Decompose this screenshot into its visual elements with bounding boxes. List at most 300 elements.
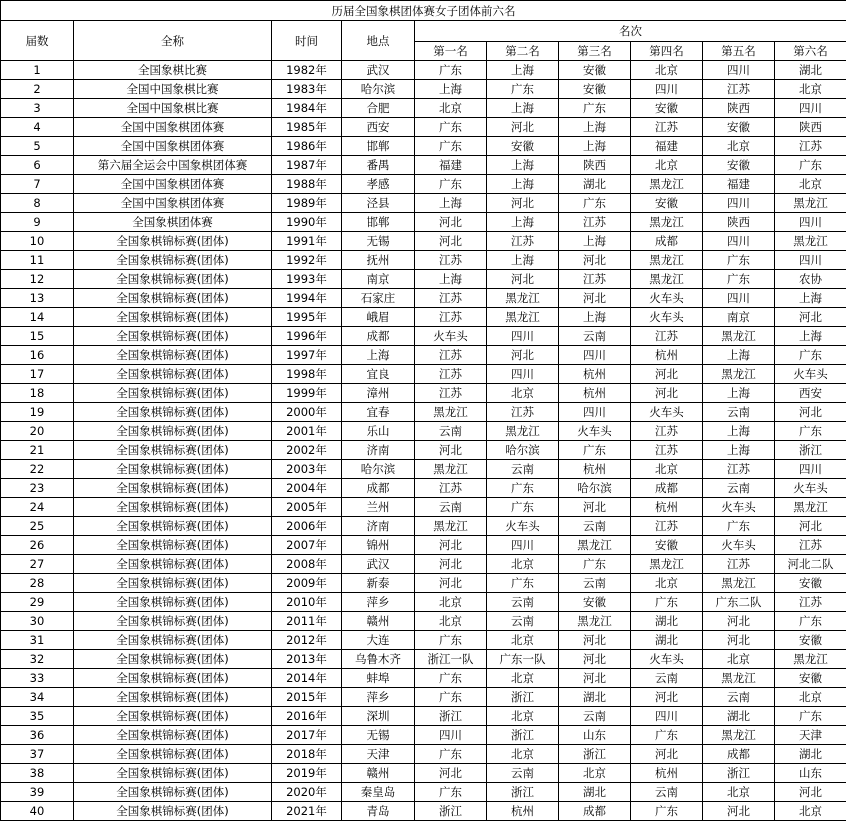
location-cell: 哈尔滨 bbox=[342, 460, 415, 479]
time-cell: 1988年 bbox=[272, 175, 342, 194]
place-6-cell: 河北 bbox=[775, 403, 846, 422]
time-cell: 1993年 bbox=[272, 270, 342, 289]
edition-cell: 9 bbox=[1, 213, 74, 232]
place-6-cell: 北京 bbox=[775, 802, 846, 821]
place-2-cell: 北京 bbox=[487, 555, 559, 574]
place-5-cell: 福建 bbox=[703, 175, 775, 194]
time-cell: 2009年 bbox=[272, 574, 342, 593]
time-cell: 2017年 bbox=[272, 726, 342, 745]
place-2-cell: 江苏 bbox=[487, 232, 559, 251]
time-cell: 2011年 bbox=[272, 612, 342, 631]
place-3-cell: 杭州 bbox=[559, 384, 631, 403]
full-name-cell: 全国象棋锦标赛(团体) bbox=[74, 707, 272, 726]
time-cell: 2016年 bbox=[272, 707, 342, 726]
location-cell: 赣州 bbox=[342, 612, 415, 631]
place-1-cell: 云南 bbox=[415, 498, 487, 517]
place-3-cell: 广东 bbox=[559, 99, 631, 118]
full-name-cell: 全国象棋锦标赛(团体) bbox=[74, 745, 272, 764]
place-6-cell: 江苏 bbox=[775, 593, 846, 612]
place-2-cell: 上海 bbox=[487, 156, 559, 175]
place-6-cell: 黑龙江 bbox=[775, 498, 846, 517]
place-5-cell: 安徽 bbox=[703, 156, 775, 175]
place-4-cell: 江苏 bbox=[631, 327, 703, 346]
edition-cell: 17 bbox=[1, 365, 74, 384]
place-5-cell: 云南 bbox=[703, 403, 775, 422]
place-2-cell: 云南 bbox=[487, 593, 559, 612]
place-5-cell: 广东 bbox=[703, 251, 775, 270]
table-row bbox=[1, 498, 846, 517]
time-cell: 1997年 bbox=[272, 346, 342, 365]
place-6-cell: 四川 bbox=[775, 99, 846, 118]
place-4-cell: 广东 bbox=[631, 726, 703, 745]
place-2-cell: 安徽 bbox=[487, 137, 559, 156]
full-name-cell: 全国中国象棋团体赛 bbox=[74, 118, 272, 137]
place-2-cell: 广东一队 bbox=[487, 650, 559, 669]
full-name-cell: 全国象棋锦标赛(团体) bbox=[74, 384, 272, 403]
place-1-cell: 四川 bbox=[415, 726, 487, 745]
full-name-cell: 全国象棋锦标赛(团体) bbox=[74, 308, 272, 327]
place-5-cell: 北京 bbox=[703, 783, 775, 802]
place-3-cell: 云南 bbox=[559, 517, 631, 536]
place-6-cell: 广东 bbox=[775, 156, 846, 175]
edition-cell: 16 bbox=[1, 346, 74, 365]
full-name-cell: 全国象棋锦标赛(团体) bbox=[74, 441, 272, 460]
full-name-cell: 全国中国象棋团体赛 bbox=[74, 137, 272, 156]
header-location: 地点 bbox=[342, 21, 415, 61]
place-2-cell: 北京 bbox=[487, 707, 559, 726]
location-cell: 成都 bbox=[342, 327, 415, 346]
table-row bbox=[1, 61, 846, 80]
table-row bbox=[1, 232, 846, 251]
place-6-cell: 河北 bbox=[775, 517, 846, 536]
place-6-cell: 四川 bbox=[775, 213, 846, 232]
table-row bbox=[1, 175, 846, 194]
table-row bbox=[1, 80, 846, 99]
table-row bbox=[1, 745, 846, 764]
place-4-cell: 黑龙江 bbox=[631, 213, 703, 232]
place-1-cell: 上海 bbox=[415, 270, 487, 289]
place-1-cell: 河北 bbox=[415, 441, 487, 460]
time-cell: 2002年 bbox=[272, 441, 342, 460]
location-cell: 武汉 bbox=[342, 61, 415, 80]
place-5-cell: 火车头 bbox=[703, 498, 775, 517]
place-5-cell: 四川 bbox=[703, 289, 775, 308]
place-6-cell: 安徽 bbox=[775, 669, 846, 688]
full-name-cell: 全国象棋锦标赛(团体) bbox=[74, 251, 272, 270]
time-cell: 1995年 bbox=[272, 308, 342, 327]
place-1-cell: 广东 bbox=[415, 783, 487, 802]
place-2-cell: 北京 bbox=[487, 631, 559, 650]
edition-cell: 4 bbox=[1, 118, 74, 137]
place-4-cell: 黑龙江 bbox=[631, 251, 703, 270]
place-6-cell: 湖北 bbox=[775, 745, 846, 764]
place-4-cell: 河北 bbox=[631, 688, 703, 707]
location-cell: 无锡 bbox=[342, 232, 415, 251]
place-6-cell: 北京 bbox=[775, 688, 846, 707]
place-3-cell: 湖北 bbox=[559, 783, 631, 802]
place-2-cell: 广东 bbox=[487, 80, 559, 99]
location-cell: 峨眉 bbox=[342, 308, 415, 327]
place-1-cell: 上海 bbox=[415, 194, 487, 213]
place-3-cell: 安徽 bbox=[559, 61, 631, 80]
table-row bbox=[1, 555, 846, 574]
place-6-cell: 河北二队 bbox=[775, 555, 846, 574]
edition-cell: 5 bbox=[1, 137, 74, 156]
time-cell: 1999年 bbox=[272, 384, 342, 403]
location-cell: 抚州 bbox=[342, 251, 415, 270]
location-cell: 漳州 bbox=[342, 384, 415, 403]
location-cell: 泾县 bbox=[342, 194, 415, 213]
place-6-cell: 广东 bbox=[775, 707, 846, 726]
place-3-cell: 火车头 bbox=[559, 422, 631, 441]
full-name-cell: 全国象棋团体赛 bbox=[74, 213, 272, 232]
place-5-cell: 河北 bbox=[703, 802, 775, 821]
place-3-cell: 安徽 bbox=[559, 80, 631, 99]
place-2-cell: 四川 bbox=[487, 365, 559, 384]
place-2-cell: 广东 bbox=[487, 574, 559, 593]
place-2-cell: 浙江 bbox=[487, 726, 559, 745]
place-6-cell: 山东 bbox=[775, 764, 846, 783]
place-1-cell: 广东 bbox=[415, 118, 487, 137]
place-5-cell: 上海 bbox=[703, 346, 775, 365]
header-time: 时间 bbox=[272, 21, 342, 61]
place-6-cell: 西安 bbox=[775, 384, 846, 403]
place-3-cell: 山东 bbox=[559, 726, 631, 745]
place-5-cell: 北京 bbox=[703, 137, 775, 156]
place-4-cell: 湖北 bbox=[631, 612, 703, 631]
place-3-cell: 上海 bbox=[559, 232, 631, 251]
edition-cell: 12 bbox=[1, 270, 74, 289]
full-name-cell: 全国象棋锦标赛(团体) bbox=[74, 726, 272, 745]
time-cell: 2006年 bbox=[272, 517, 342, 536]
place-3-cell: 杭州 bbox=[559, 365, 631, 384]
place-1-cell: 黑龙江 bbox=[415, 460, 487, 479]
place-6-cell: 安徽 bbox=[775, 574, 846, 593]
place-6-cell: 广东 bbox=[775, 346, 846, 365]
edition-cell: 24 bbox=[1, 498, 74, 517]
edition-cell: 28 bbox=[1, 574, 74, 593]
place-2-cell: 杭州 bbox=[487, 802, 559, 821]
place-6-cell: 上海 bbox=[775, 289, 846, 308]
full-name-cell: 全国象棋锦标赛(团体) bbox=[74, 479, 272, 498]
full-name-cell: 全国象棋锦标赛(团体) bbox=[74, 593, 272, 612]
table-row bbox=[1, 460, 846, 479]
time-cell: 1998年 bbox=[272, 365, 342, 384]
table-row bbox=[1, 251, 846, 270]
place-6-cell: 江苏 bbox=[775, 536, 846, 555]
full-name-cell: 全国象棋锦标赛(团体) bbox=[74, 802, 272, 821]
edition-cell: 32 bbox=[1, 650, 74, 669]
location-cell: 合肥 bbox=[342, 99, 415, 118]
place-6-cell: 农协 bbox=[775, 270, 846, 289]
location-cell: 大连 bbox=[342, 631, 415, 650]
full-name-cell: 全国中国象棋比赛 bbox=[74, 99, 272, 118]
header-place-2: 第二名 bbox=[487, 42, 559, 61]
place-5-cell: 黑龙江 bbox=[703, 726, 775, 745]
place-6-cell: 火车头 bbox=[775, 365, 846, 384]
place-3-cell: 河北 bbox=[559, 251, 631, 270]
location-cell: 无锡 bbox=[342, 726, 415, 745]
place-2-cell: 云南 bbox=[487, 612, 559, 631]
place-3-cell: 北京 bbox=[559, 764, 631, 783]
place-3-cell: 四川 bbox=[559, 403, 631, 422]
place-1-cell: 云南 bbox=[415, 422, 487, 441]
header-place-4: 第四名 bbox=[631, 42, 703, 61]
place-5-cell: 黑龙江 bbox=[703, 365, 775, 384]
place-2-cell: 云南 bbox=[487, 764, 559, 783]
place-4-cell: 北京 bbox=[631, 61, 703, 80]
place-4-cell: 江苏 bbox=[631, 517, 703, 536]
edition-cell: 31 bbox=[1, 631, 74, 650]
location-cell: 秦皇岛 bbox=[342, 783, 415, 802]
place-3-cell: 江苏 bbox=[559, 270, 631, 289]
full-name-cell: 全国象棋锦标赛(团体) bbox=[74, 365, 272, 384]
table-row bbox=[1, 593, 846, 612]
place-4-cell: 杭州 bbox=[631, 346, 703, 365]
edition-cell: 1 bbox=[1, 61, 74, 80]
place-1-cell: 江苏 bbox=[415, 384, 487, 403]
place-5-cell: 江苏 bbox=[703, 80, 775, 99]
table-row bbox=[1, 365, 846, 384]
time-cell: 2008年 bbox=[272, 555, 342, 574]
place-1-cell: 江苏 bbox=[415, 289, 487, 308]
time-cell: 2000年 bbox=[272, 403, 342, 422]
place-1-cell: 江苏 bbox=[415, 346, 487, 365]
place-2-cell: 黑龙江 bbox=[487, 289, 559, 308]
location-cell: 宜良 bbox=[342, 365, 415, 384]
full-name-cell: 全国象棋锦标赛(团体) bbox=[74, 669, 272, 688]
full-name-cell: 全国象棋锦标赛(团体) bbox=[74, 270, 272, 289]
edition-cell: 22 bbox=[1, 460, 74, 479]
time-cell: 2013年 bbox=[272, 650, 342, 669]
location-cell: 成都 bbox=[342, 479, 415, 498]
location-cell: 上海 bbox=[342, 346, 415, 365]
time-cell: 1992年 bbox=[272, 251, 342, 270]
full-name-cell: 全国象棋锦标赛(团体) bbox=[74, 232, 272, 251]
table-body bbox=[1, 61, 846, 821]
location-cell: 新泰 bbox=[342, 574, 415, 593]
place-1-cell: 广东 bbox=[415, 669, 487, 688]
full-name-cell: 全国象棋锦标赛(团体) bbox=[74, 517, 272, 536]
place-6-cell: 黑龙江 bbox=[775, 232, 846, 251]
place-4-cell: 北京 bbox=[631, 460, 703, 479]
place-5-cell: 黑龙江 bbox=[703, 574, 775, 593]
table-row bbox=[1, 479, 846, 498]
place-1-cell: 广东 bbox=[415, 745, 487, 764]
place-4-cell: 安徽 bbox=[631, 194, 703, 213]
place-1-cell: 河北 bbox=[415, 555, 487, 574]
full-name-cell: 全国象棋锦标赛(团体) bbox=[74, 688, 272, 707]
place-4-cell: 火车头 bbox=[631, 289, 703, 308]
place-4-cell: 安徽 bbox=[631, 99, 703, 118]
place-3-cell: 云南 bbox=[559, 574, 631, 593]
place-2-cell: 北京 bbox=[487, 669, 559, 688]
place-5-cell: 四川 bbox=[703, 232, 775, 251]
full-name-cell: 全国象棋锦标赛(团体) bbox=[74, 536, 272, 555]
place-2-cell: 黑龙江 bbox=[487, 308, 559, 327]
location-cell: 番禺 bbox=[342, 156, 415, 175]
time-cell: 2010年 bbox=[272, 593, 342, 612]
time-cell: 2020年 bbox=[272, 783, 342, 802]
place-4-cell: 黑龙江 bbox=[631, 270, 703, 289]
edition-cell: 11 bbox=[1, 251, 74, 270]
place-4-cell: 河北 bbox=[631, 365, 703, 384]
full-name-cell: 全国象棋锦标赛(团体) bbox=[74, 403, 272, 422]
place-4-cell: 广东 bbox=[631, 802, 703, 821]
time-cell: 1987年 bbox=[272, 156, 342, 175]
place-4-cell: 黑龙江 bbox=[631, 175, 703, 194]
place-4-cell: 成都 bbox=[631, 232, 703, 251]
edition-cell: 8 bbox=[1, 194, 74, 213]
place-3-cell: 湖北 bbox=[559, 175, 631, 194]
place-5-cell: 广东 bbox=[703, 517, 775, 536]
edition-cell: 3 bbox=[1, 99, 74, 118]
place-1-cell: 江苏 bbox=[415, 365, 487, 384]
place-5-cell: 四川 bbox=[703, 194, 775, 213]
table-row bbox=[1, 422, 846, 441]
place-3-cell: 上海 bbox=[559, 118, 631, 137]
location-cell: 哈尔滨 bbox=[342, 80, 415, 99]
place-3-cell: 河北 bbox=[559, 498, 631, 517]
header-place-6: 第六名 bbox=[775, 42, 846, 61]
table-row bbox=[1, 289, 846, 308]
place-4-cell: 安徽 bbox=[631, 536, 703, 555]
place-6-cell: 北京 bbox=[775, 175, 846, 194]
table-row bbox=[1, 137, 846, 156]
place-4-cell: 成都 bbox=[631, 479, 703, 498]
place-5-cell: 上海 bbox=[703, 422, 775, 441]
place-5-cell: 江苏 bbox=[703, 555, 775, 574]
time-cell: 1991年 bbox=[272, 232, 342, 251]
location-cell: 赣州 bbox=[342, 764, 415, 783]
table-row bbox=[1, 650, 846, 669]
place-5-cell: 云南 bbox=[703, 479, 775, 498]
place-4-cell: 杭州 bbox=[631, 498, 703, 517]
time-cell: 2007年 bbox=[272, 536, 342, 555]
time-cell: 1986年 bbox=[272, 137, 342, 156]
time-cell: 1996年 bbox=[272, 327, 342, 346]
table-row bbox=[1, 194, 846, 213]
edition-cell: 34 bbox=[1, 688, 74, 707]
full-name-cell: 全国象棋锦标赛(团体) bbox=[74, 327, 272, 346]
place-2-cell: 江苏 bbox=[487, 403, 559, 422]
place-1-cell: 江苏 bbox=[415, 479, 487, 498]
place-2-cell: 广东 bbox=[487, 479, 559, 498]
time-cell: 1989年 bbox=[272, 194, 342, 213]
full-name-cell: 全国中国象棋比赛 bbox=[74, 80, 272, 99]
location-cell: 萍乡 bbox=[342, 688, 415, 707]
table-row bbox=[1, 726, 846, 745]
place-6-cell: 火车头 bbox=[775, 479, 846, 498]
edition-cell: 29 bbox=[1, 593, 74, 612]
place-2-cell: 黑龙江 bbox=[487, 422, 559, 441]
place-6-cell: 江苏 bbox=[775, 137, 846, 156]
place-6-cell: 黑龙江 bbox=[775, 650, 846, 669]
place-4-cell: 福建 bbox=[631, 137, 703, 156]
place-1-cell: 浙江 bbox=[415, 707, 487, 726]
place-5-cell: 江苏 bbox=[703, 460, 775, 479]
table-row bbox=[1, 118, 846, 137]
time-cell: 2019年 bbox=[272, 764, 342, 783]
edition-cell: 37 bbox=[1, 745, 74, 764]
location-cell: 济南 bbox=[342, 517, 415, 536]
place-1-cell: 河北 bbox=[415, 536, 487, 555]
place-2-cell: 火车头 bbox=[487, 517, 559, 536]
place-2-cell: 浙江 bbox=[487, 688, 559, 707]
place-1-cell: 北京 bbox=[415, 612, 487, 631]
edition-cell: 35 bbox=[1, 707, 74, 726]
place-4-cell: 江苏 bbox=[631, 422, 703, 441]
table-row bbox=[1, 441, 846, 460]
place-3-cell: 黑龙江 bbox=[559, 536, 631, 555]
full-name-cell: 全国象棋锦标赛(团体) bbox=[74, 764, 272, 783]
full-name-cell: 全国象棋锦标赛(团体) bbox=[74, 555, 272, 574]
place-6-cell: 安徽 bbox=[775, 631, 846, 650]
place-1-cell: 福建 bbox=[415, 156, 487, 175]
full-name-cell: 全国象棋锦标赛(团体) bbox=[74, 631, 272, 650]
place-6-cell: 黑龙江 bbox=[775, 194, 846, 213]
full-name-cell: 全国中国象棋团体赛 bbox=[74, 194, 272, 213]
location-cell: 济南 bbox=[342, 441, 415, 460]
place-3-cell: 四川 bbox=[559, 346, 631, 365]
table-row bbox=[1, 270, 846, 289]
place-6-cell: 浙江 bbox=[775, 441, 846, 460]
place-4-cell: 四川 bbox=[631, 80, 703, 99]
location-cell: 蚌埠 bbox=[342, 669, 415, 688]
full-name-cell: 全国象棋锦标赛(团体) bbox=[74, 650, 272, 669]
place-5-cell: 湖北 bbox=[703, 707, 775, 726]
place-1-cell: 北京 bbox=[415, 99, 487, 118]
header-ranking: 名次 bbox=[415, 21, 846, 42]
place-5-cell: 成都 bbox=[703, 745, 775, 764]
place-2-cell: 浙江 bbox=[487, 783, 559, 802]
place-6-cell: 上海 bbox=[775, 327, 846, 346]
place-4-cell: 湖北 bbox=[631, 631, 703, 650]
place-5-cell: 南京 bbox=[703, 308, 775, 327]
place-5-cell: 北京 bbox=[703, 650, 775, 669]
table-title: 历届全国象棋团体赛女子团体前六名 bbox=[1, 1, 846, 21]
place-5-cell: 火车头 bbox=[703, 536, 775, 555]
location-cell: 萍乡 bbox=[342, 593, 415, 612]
place-2-cell: 河北 bbox=[487, 270, 559, 289]
place-5-cell: 广东二队 bbox=[703, 593, 775, 612]
table-row bbox=[1, 99, 846, 118]
place-4-cell: 北京 bbox=[631, 574, 703, 593]
edition-cell: 36 bbox=[1, 726, 74, 745]
place-4-cell: 江苏 bbox=[631, 118, 703, 137]
edition-cell: 14 bbox=[1, 308, 74, 327]
place-2-cell: 北京 bbox=[487, 384, 559, 403]
table-row bbox=[1, 631, 846, 650]
place-6-cell: 广东 bbox=[775, 422, 846, 441]
place-1-cell: 江苏 bbox=[415, 308, 487, 327]
place-3-cell: 安徽 bbox=[559, 593, 631, 612]
location-cell: 乌鲁木齐 bbox=[342, 650, 415, 669]
place-2-cell: 云南 bbox=[487, 460, 559, 479]
location-cell: 孝感 bbox=[342, 175, 415, 194]
place-1-cell: 黑龙江 bbox=[415, 403, 487, 422]
table-row bbox=[1, 308, 846, 327]
edition-cell: 30 bbox=[1, 612, 74, 631]
place-1-cell: 江苏 bbox=[415, 251, 487, 270]
place-5-cell: 黑龙江 bbox=[703, 327, 775, 346]
place-3-cell: 广东 bbox=[559, 441, 631, 460]
table-row bbox=[1, 574, 846, 593]
place-6-cell: 广东 bbox=[775, 612, 846, 631]
place-3-cell: 江苏 bbox=[559, 213, 631, 232]
place-5-cell: 黑龙江 bbox=[703, 669, 775, 688]
time-cell: 1985年 bbox=[272, 118, 342, 137]
